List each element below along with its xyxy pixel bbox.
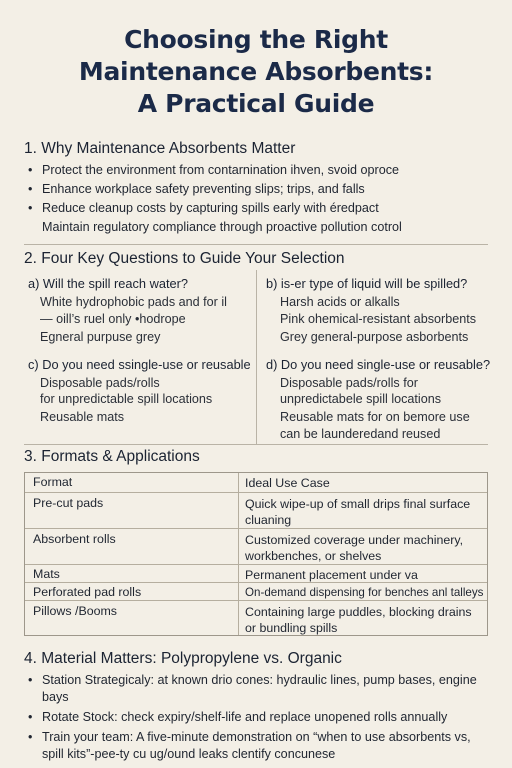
section-1-list [26,161,496,237]
answer-line: Disposable pads/rolls [40,376,160,390]
section-3-heading: 3. Formats & Applications [24,448,200,465]
question-d: d) Do you need single-use or reusable? [266,357,491,372]
answer-line: Egneral purpuse grey [40,330,161,344]
list-item: • Station Strategicaly: at known drio cones: hydraulic lines, pump bases, engine bays [28,673,477,704]
answer-line: Pink ohemical-resistant absorbents [280,312,476,326]
section-2-heading: 2. Four Key Questions to Guide Your Selection [24,250,345,267]
answer-line: Reusable mats for on bemore use [280,410,470,424]
bullet-icon: • [28,730,33,744]
bullet-icon: • [28,673,33,687]
answer-line: unpredictabele spill locations [280,392,442,406]
section-4-list [26,672,492,766]
table-row: Perforated pad rolls On-demand dispensing for benches anl talleys [25,582,487,601]
bullet-icon: • [28,201,33,215]
answer-line: Disposable pads/rolls for [280,376,418,390]
table-row: Mats Permanent placement under va [25,564,487,583]
table-row: Pillows /Booms Containing large puddles, blocking drains or bundling spills [25,600,487,636]
question-b: b) is-er type of liquid will be spilled? [266,276,468,291]
list-item: • Enhance workplace safety preventing slips; trips, and falls [26,180,496,199]
column-header-format: Format [33,475,73,489]
list-item: • Rotate Stock: check expiry/shelf-life and replace unopened rolls annually [28,710,448,724]
section-4-heading: 4. Material Matters: Polypropylene vs. Organic [24,650,342,667]
list-item: • Reduce cleanup costs by capturing spills early with éredpact [26,199,496,218]
section-1-heading: 1. Why Maintenance Absorbents Matter [24,140,296,157]
table-row: Pre-cut pads Quick wipe-up of small drips final surface cluaning [25,492,487,529]
column-header-use-case: Ideal Use Case [245,476,330,490]
question-c: c) Do you need ssingle-use or reusable [28,357,251,372]
bullet-icon: • [28,710,33,724]
section-divider [24,244,488,245]
table-header-row [25,473,487,492]
question-a: a) Will the spill reach water? [28,276,189,291]
list-item-continuation: Maintain regulatory compliance through proactive pollution cotrol [42,220,402,234]
formats-table [24,472,488,636]
page-title [0,24,512,120]
answer-line: — oill’s ruel only •hodrope [40,312,186,326]
bullet-icon: • [28,182,33,196]
bullet-icon: • [28,163,33,177]
answer-line: White hydrophobic pads and for il [40,295,227,309]
list-item: • Train your team: A five-minute demonstration on “when to use absorbents vs, spill kits”-pee-ty cu ug/ound leaks clentify concunese [28,730,471,761]
column-divider [256,270,257,444]
answer-line: for unpredictable spill locations [40,392,213,406]
table-row: Absorbent rolls Customized coverage under machinery, workbenches, or shelves [25,528,487,565]
list-item: • Protect the environment from contarnination ihven, svoid oproce [26,161,496,180]
title-line-1: Choosing the Right [124,25,388,54]
answer-line: Grey general-purpose asborbents [280,330,469,344]
answer-line: Reusable mats [40,410,124,424]
answer-line: can be launderedand reused [280,427,441,441]
answer-line: Harsh acids or alkalls [280,295,400,309]
title-line-3: A Practical Guide [137,89,375,118]
section-divider [24,444,488,445]
title-line-2: Maintenance Absorbents: [78,57,434,86]
